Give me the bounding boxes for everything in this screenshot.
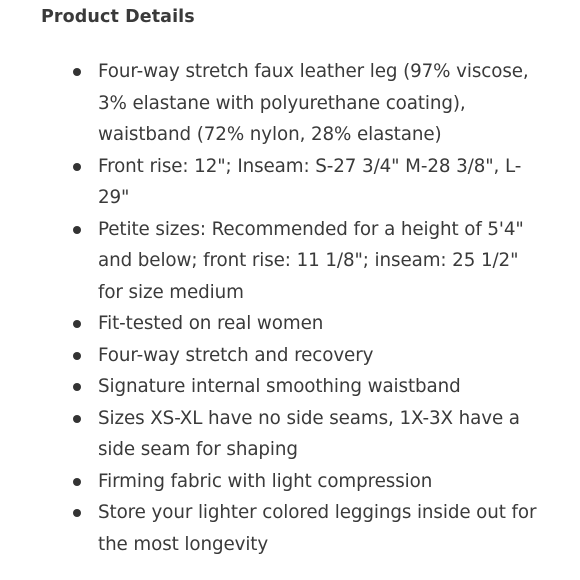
list-item-text: Fit-tested on real women	[98, 313, 324, 334]
list-item	[0, 371, 580, 403]
bullet-icon	[73, 352, 81, 360]
list-item	[0, 214, 580, 309]
bullet-icon	[73, 478, 81, 486]
list-item-text: Store your lighter colored leggings inside out for the most longevity	[98, 502, 537, 555]
list-item	[0, 308, 580, 340]
list-item	[0, 151, 580, 214]
list-item-text: Front rise: 12"; Inseam: S-27 3/4" M-28 3/8", L-29"	[98, 155, 522, 208]
bullet-icon	[73, 68, 81, 76]
section-heading: Product Details	[41, 7, 195, 27]
list-item-text: Firming fabric with light compression	[98, 470, 433, 492]
bullet-icon	[73, 226, 81, 234]
bullet-icon	[73, 509, 81, 517]
bullet-icon	[73, 320, 81, 328]
bullet-icon	[73, 163, 81, 171]
list-item	[0, 340, 580, 372]
list-item-text: Sizes XS-XL have no side seams, 1X-3X have a side seam for shaping	[98, 407, 520, 460]
product-details-list	[0, 56, 580, 560]
bullet-icon	[73, 415, 81, 423]
list-item	[0, 56, 580, 151]
bullet-icon	[73, 383, 81, 391]
list-item	[0, 497, 580, 560]
list-item-text: Signature internal smoothing waistband	[98, 376, 461, 397]
list-item-text: Four-way stretch faux leather leg (97% viscose, 3% elastane with polyurethane coating), waistband (72% nylon, 28% elastane)	[98, 61, 529, 145]
list-item-text: Petite sizes: Recommended for a height of 5'4" and below; front rise: 11 1/8"; inseam: 25 1/2" for size medium	[98, 218, 524, 303]
list-item	[0, 466, 580, 498]
list-item	[0, 403, 580, 466]
list-item-text: Four-way stretch and recovery	[98, 344, 374, 366]
